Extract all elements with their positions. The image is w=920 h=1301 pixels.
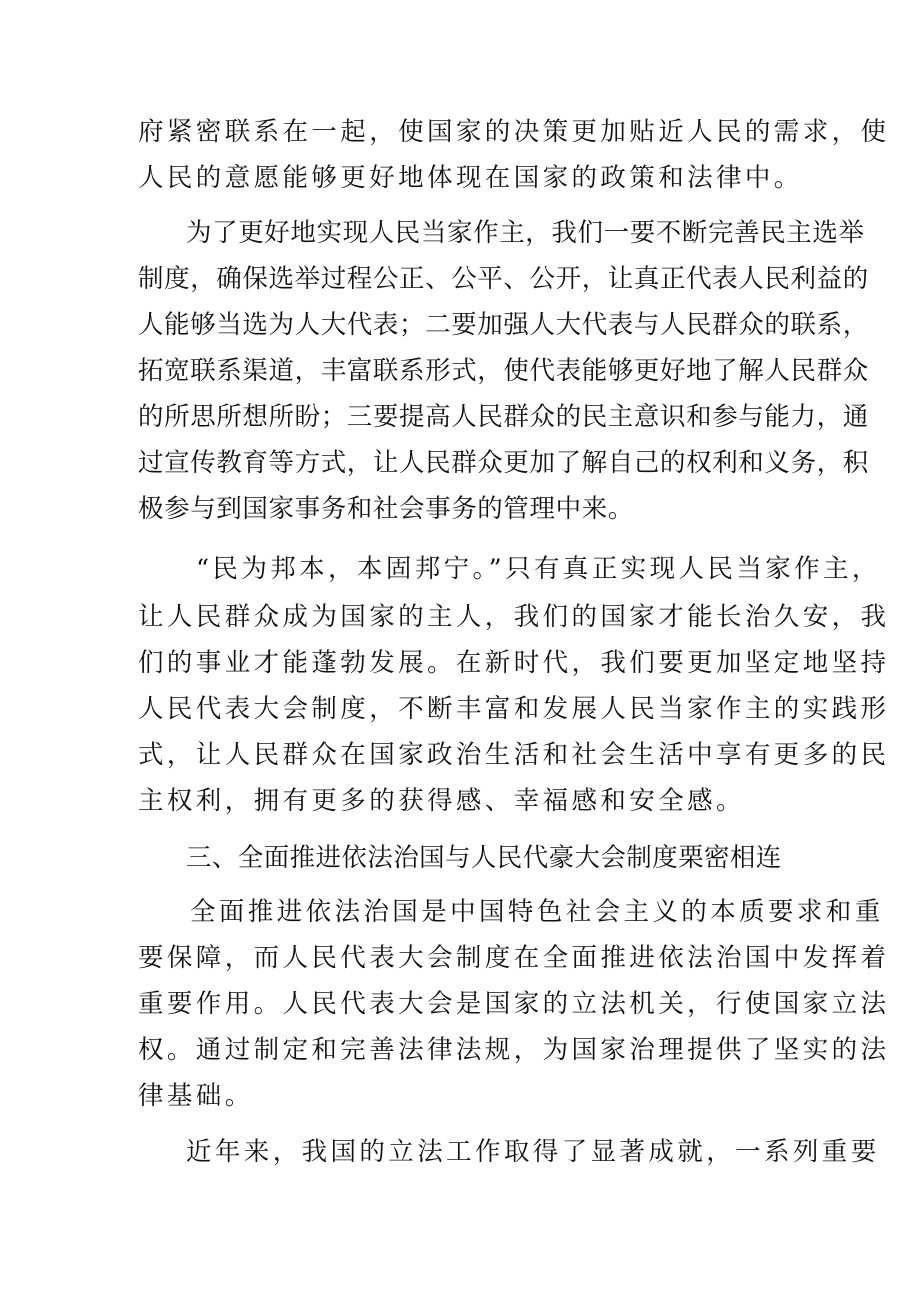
quote-line: “民为邦本，本固邦宁。”只有真正实现人民当家作主， <box>196 554 881 584</box>
paragraph-line: 主权利，拥有更多的获得感、幸福感和安全感。 <box>138 786 745 816</box>
paragraph-line: 人民的意愿能够更好地体现在国家的政策和法律中。 <box>138 163 803 193</box>
paragraph-line: 人民代表大会制度，不断丰富和发展人民当家作主的实践形 <box>138 694 890 724</box>
paragraph-line: 近年来，我国的立法工作取得了显著成就，一系列重要 <box>186 1137 880 1167</box>
paragraph-line: 为了更好地实现人民当家作主，我们一要不断完善民主选举 <box>186 218 865 248</box>
paragraph-line: 府紧密联系在一起，使国家的决策更加贴近人民的需求，使 <box>138 117 890 147</box>
paragraph-line: 重要作用。人民代表大会是国家的立法机关，行使国家立法 <box>138 989 890 1019</box>
paragraph-line: 全面推进依法治国是中国特色社会主义的本质要求和重 <box>190 897 884 927</box>
paragraph-line: 拓宽联系渠道，丰富联系形式，使代表能够更好地了解人民群众 <box>138 356 869 386</box>
paragraph-line: 的所思所想所盼；三要提高人民群众的民主意识和参与能力，通 <box>138 402 869 432</box>
paragraph-line: 律基础。 <box>138 1081 254 1111</box>
paragraph-line: 极参与到国家事务和社会事务的管理中来。 <box>138 494 634 524</box>
paragraph-line: 让人民群众成为国家的主人，我们的国家才能长治久安，我 <box>138 602 890 632</box>
paragraph-line: 要保障，而人民代表大会制度在全面推进依法治国中发挥着 <box>138 943 890 973</box>
paragraph-line: 人能够当选为人大代表；二要加强人大代表与人民群众的联系， <box>138 310 869 340</box>
paragraph-line: 制度，确保选举过程公正、公平、公开，让真正代表人民利益的 <box>138 264 869 294</box>
paragraph-line: 们的事业才能蓬勃发展。在新时代，我们要更加坚定地坚持 <box>138 648 890 678</box>
paragraph-line: 过宣传教育等方式，让人民群众更加了解自己的权利和义务，积 <box>138 448 869 478</box>
paragraph-line: 式，让人民群众在国家政治生活和社会生活中享有更多的民 <box>138 740 890 770</box>
section-heading: 三、全面推进依法治国与人民代豪大会制度栗密相连 <box>186 843 782 873</box>
paragraph-line: 权。通过制定和完善法律法规，为国家治理提供了坚实的法 <box>138 1035 890 1065</box>
